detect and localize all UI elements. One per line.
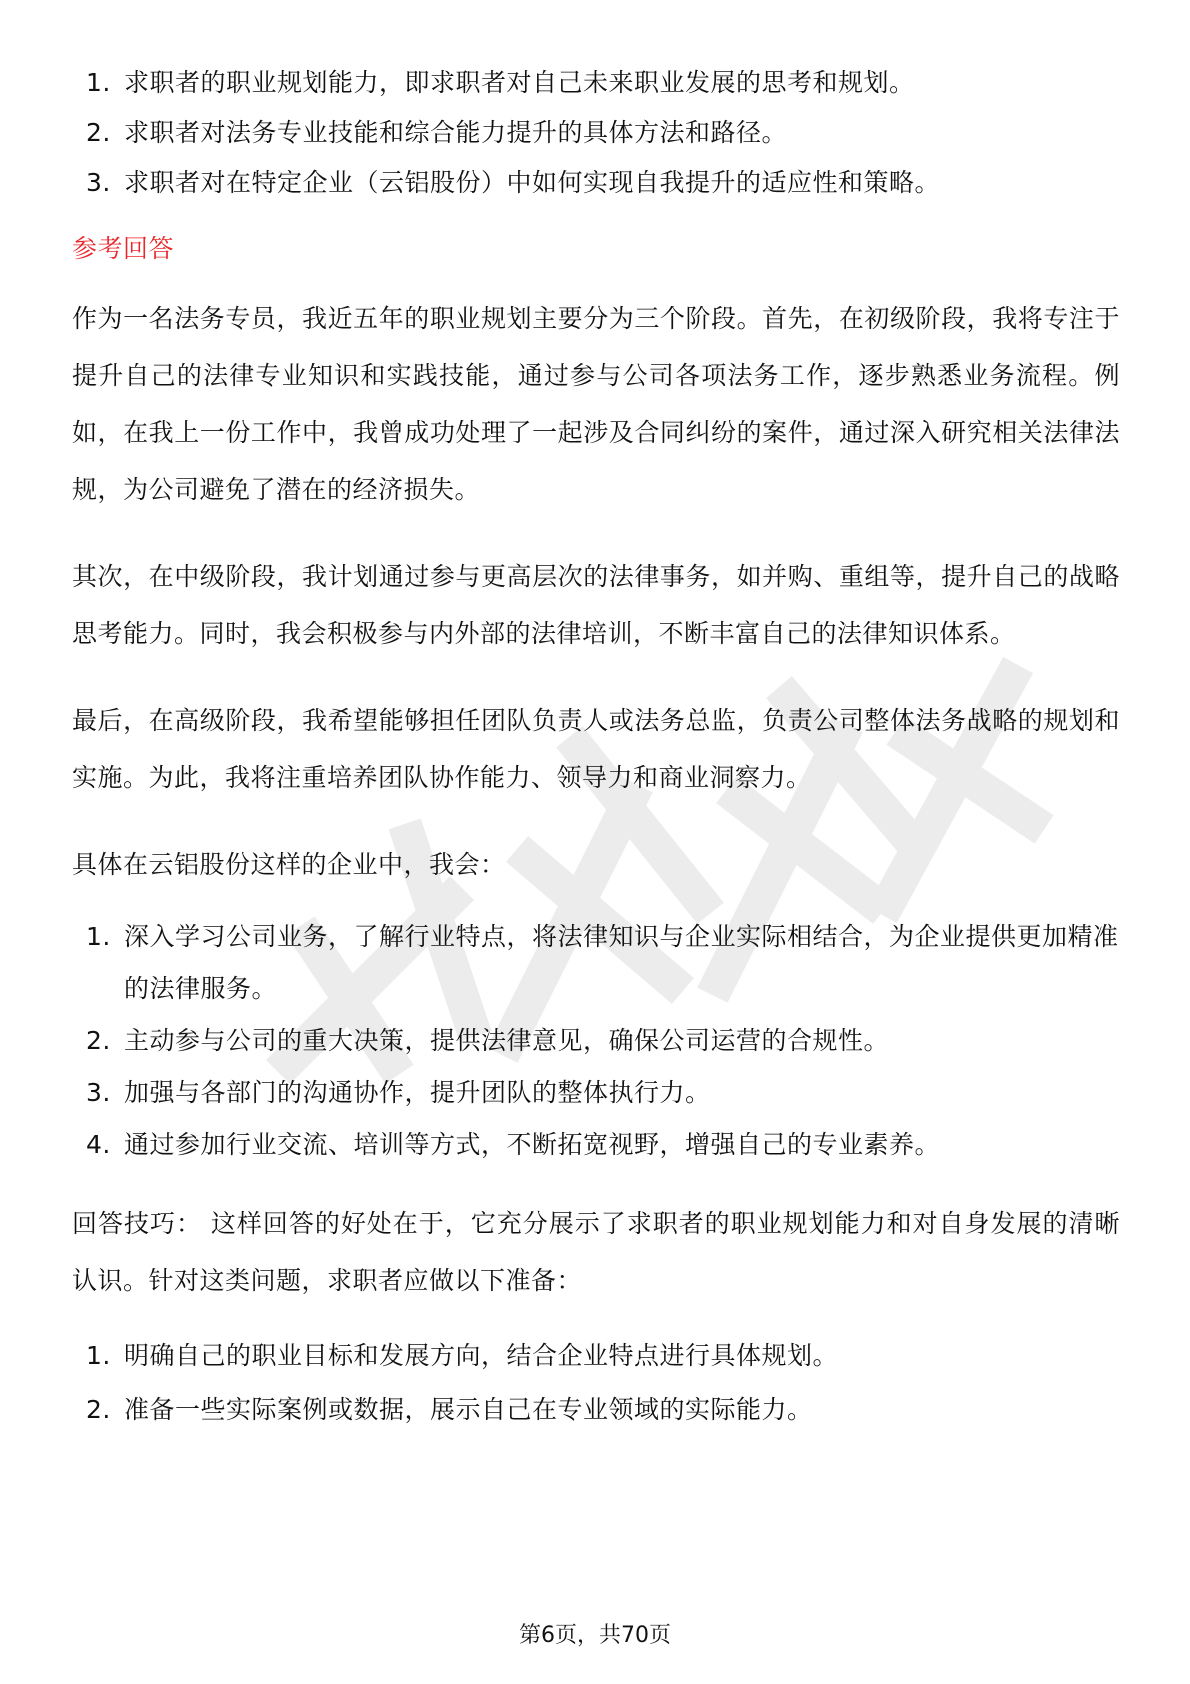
list-text: 求职者对在特定企业（云铝股份）中如何实现自我提升的适应性和策略。 — [124, 168, 941, 197]
list-number: 1. — [86, 922, 111, 951]
answer-heading: 参考回答 — [72, 234, 175, 263]
list-number: 1. — [86, 68, 111, 97]
list-item — [72, 1329, 1120, 1383]
list-number: 4. — [86, 1130, 111, 1159]
focus-points-list — [72, 58, 1120, 208]
list-item — [72, 1383, 1120, 1437]
list-item — [72, 108, 1120, 158]
list-text: 准备一些实际案例或数据，展示自己在专业领域的实际能力。 — [124, 1395, 813, 1424]
list-text: 求职者的职业规划能力，即求职者对自己未来职业发展的思考和规划。 — [124, 68, 915, 97]
page-content — [72, 58, 1120, 1437]
preparation-list — [72, 1329, 1120, 1437]
list-item — [72, 1015, 1120, 1067]
paragraph: 具体在云铝股份这样的企业中，我会： — [72, 850, 506, 879]
list-item — [72, 911, 1120, 1015]
list-text: 深入学习公司业务，了解行业特点，将法律知识与企业实际相结合，为企业提供更加精准的法律服务。 — [124, 922, 1119, 1003]
paragraph: 作为一名法务专员，我近五年的职业规划主要分为三个阶段。首先，在初级阶段，我将专注于提升自己的法律专业知识和实践技能，通过参与公司各项法务工作，逐步熟悉业务流程。例如，在我上一份工作中，我曾成功处理了一起涉及合同纠纷的案件，通过深入研究相关法律法规，为公司避免了潜在的经济损失。 — [72, 304, 1120, 504]
list-number: 2. — [86, 1395, 111, 1424]
list-text: 主动参与公司的重大决策，提供法律意见，确保公司运营的合规性。 — [124, 1026, 890, 1055]
company-actions-list — [72, 911, 1120, 1171]
list-item — [72, 58, 1120, 108]
list-item — [72, 1119, 1120, 1171]
list-number: 3. — [86, 1078, 111, 1107]
list-number: 2. — [86, 1026, 111, 1055]
list-number: 1. — [86, 1341, 111, 1370]
list-text: 求职者对法务专业技能和综合能力提升的具体方法和路径。 — [124, 118, 788, 147]
tips-paragraph: 回答技巧： 这样回答的好处在于，它充分展示了求职者的职业规划能力和对自身发展的清晰认识。针对这类问题，求职者应做以下准备： — [72, 1209, 1120, 1295]
list-item — [72, 1067, 1120, 1119]
list-item — [72, 158, 1120, 208]
list-text: 明确自己的职业目标和发展方向，结合企业特点进行具体规划。 — [124, 1341, 839, 1370]
list-text: 加强与各部门的沟通协作，提升团队的整体执行力。 — [124, 1078, 711, 1107]
list-number: 2. — [86, 118, 111, 147]
page-footer: 第6页，共70页 — [519, 1623, 671, 1648]
list-number: 3. — [86, 168, 111, 197]
list-text: 通过参加行业交流、培训等方式，不断拓宽视野，增强自己的专业素养。 — [124, 1130, 941, 1159]
paragraph: 其次，在中级阶段，我计划通过参与更高层次的法律事务，如并购、重组等，提升自己的战略思考能力。同时，我会积极参与内外部的法律培训，不断丰富自己的法律知识体系。 — [72, 562, 1120, 648]
paragraph: 最后，在高级阶段，我希望能够担任团队负责人或法务总监，负责公司整体法务战略的规划和实施。为此，我将注重培养团队协作能力、领导力和商业洞察力。 — [72, 706, 1120, 792]
